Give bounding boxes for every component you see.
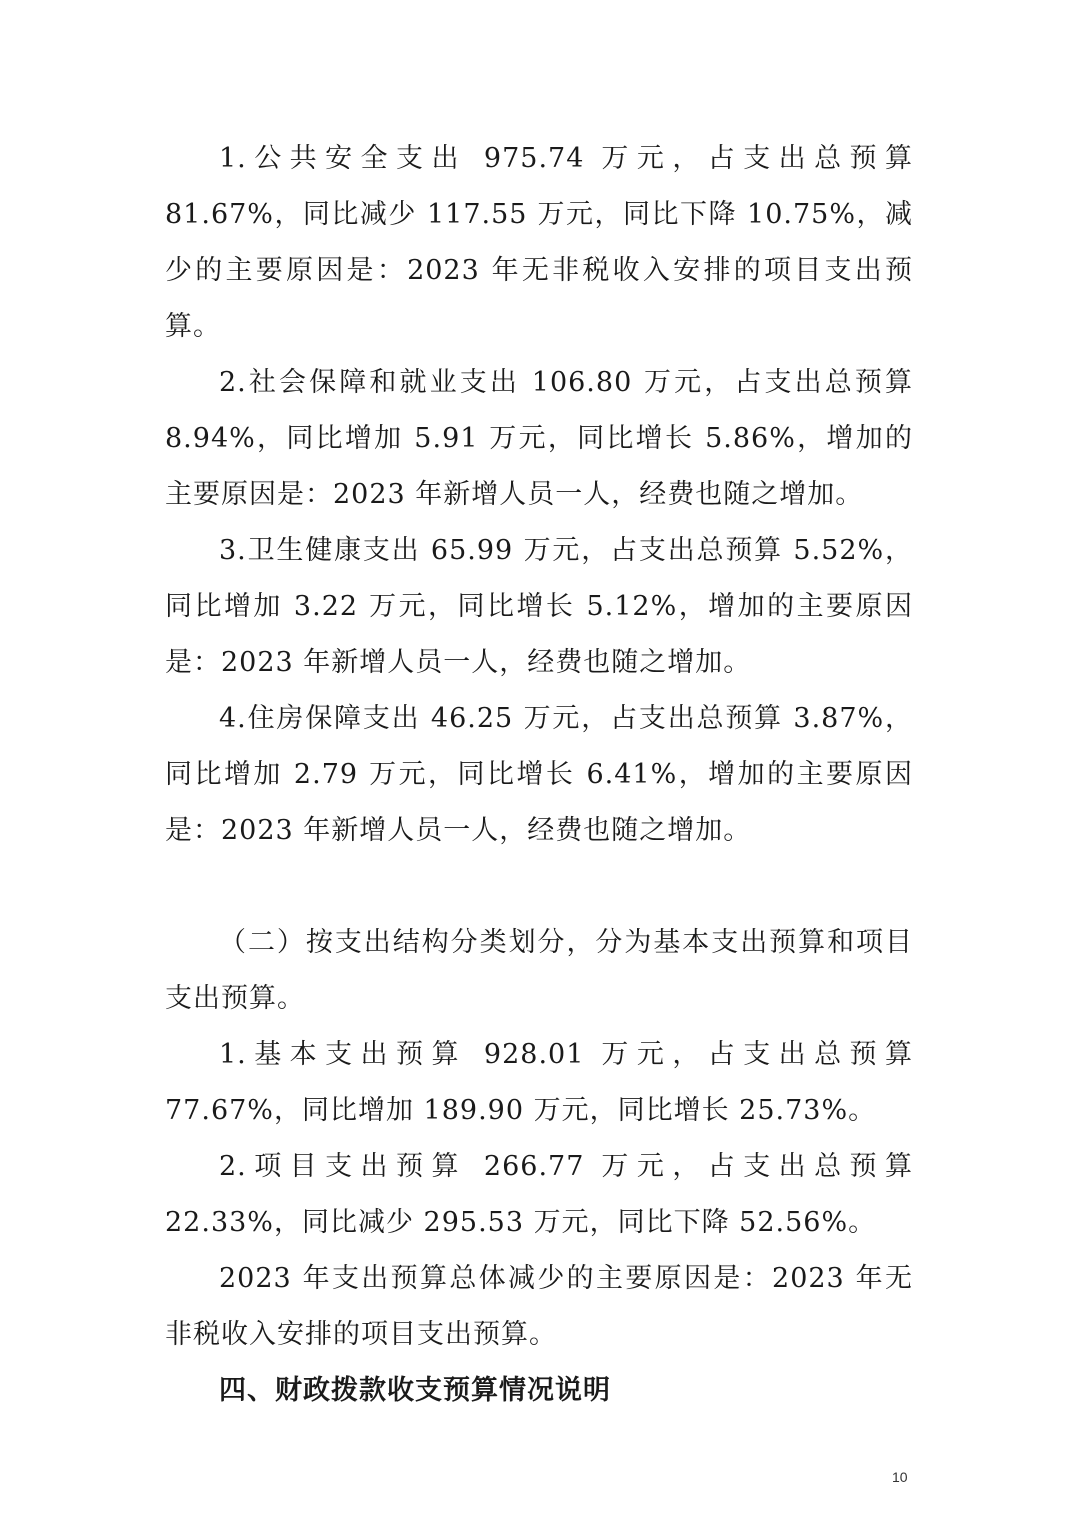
page-content bbox=[165, 131, 913, 1419]
paragraph-social-security: 2.社会保障和就业支出 106.80 万元，占支出总预算 8.94%，同比增加 5.91 万元，同比增长 5.86%，增加的主要原因是：2023 年新增人员一人，经费也随之增加。 bbox=[165, 367, 913, 510]
paragraph-project-expenditure: 2.项目支出预算 266.77 万元，占支出总预算 22.33%，同比减少 295.53 万元，同比下降 52.56%。 bbox=[165, 1151, 913, 1238]
paragraph-health: 3.卫生健康支出 65.99 万元，占支出总预算 5.52%，同比增加 3.22 万元，同比增长 5.12%，增加的主要原因是：2023 年新增人员一人，经费也随之增加。 bbox=[165, 535, 913, 678]
paragraph-structure-intro: （二）按支出结构分类划分，分为基本支出预算和项目支出预算。 bbox=[165, 927, 913, 1014]
page-number: 10 bbox=[892, 1469, 908, 1485]
paragraph-housing: 4.住房保障支出 46.25 万元，占支出总预算 3.87%，同比增加 2.79 万元，同比增长 6.41%，增加的主要原因是：2023 年新增人员一人，经费也随之增加。 bbox=[165, 703, 913, 846]
blank-line bbox=[165, 859, 913, 915]
paragraph-public-safety: 1.公共安全支出 975.74 万元，占支出总预算 81.67%，同比减少 117.55 万元，同比下降 10.75%，减少的主要原因是：2023 年无非税收入安排的项目支出预算。 bbox=[165, 143, 913, 342]
paragraph-summary: 2023 年支出预算总体减少的主要原因是：2023 年无非税收入安排的项目支出预算。 bbox=[165, 1263, 913, 1350]
paragraph-basic-expenditure: 1.基本支出预算 928.01 万元，占支出总预算 77.67%，同比增加 189.90 万元，同比增长 25.73%。 bbox=[165, 1039, 913, 1126]
section-heading: 四、财政拨款收支预算情况说明 bbox=[219, 1375, 611, 1406]
